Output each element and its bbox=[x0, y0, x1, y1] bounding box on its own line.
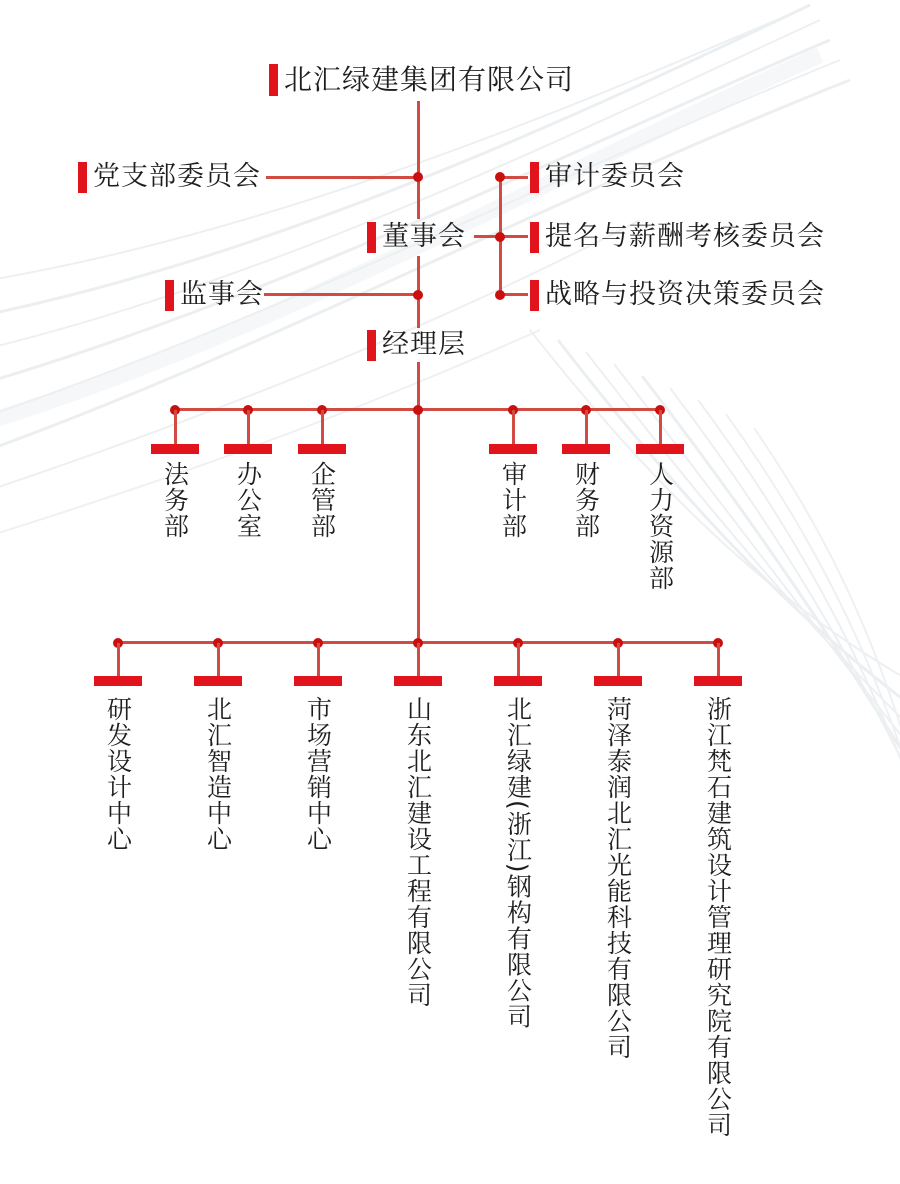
junction-dot bbox=[413, 172, 423, 182]
department-bar bbox=[298, 444, 346, 454]
department-stub bbox=[321, 410, 324, 444]
subsidiary-bar bbox=[394, 676, 442, 686]
department-bar bbox=[224, 444, 272, 454]
supervisory-board-node bbox=[165, 279, 264, 311]
red-tick-icon bbox=[530, 162, 539, 193]
trunk-line-top bbox=[417, 101, 420, 219]
red-tick-icon bbox=[78, 162, 87, 193]
department-audit: 审计部 bbox=[498, 461, 528, 539]
subsidiary-stub bbox=[417, 643, 420, 676]
party-committee-node bbox=[78, 161, 261, 193]
department-stub bbox=[585, 410, 588, 444]
committee-label: 审计委员会 bbox=[545, 161, 685, 192]
department-bar bbox=[562, 444, 610, 454]
red-tick-icon bbox=[530, 222, 539, 253]
junction-dot bbox=[413, 290, 423, 300]
subsidiary-stub bbox=[617, 643, 620, 676]
subsidiary-rnd-design-center: 研发设计中心 bbox=[103, 696, 133, 852]
subsidiary-stub bbox=[717, 643, 720, 676]
committee-node-nomination bbox=[530, 221, 825, 253]
red-tick-icon bbox=[367, 330, 376, 361]
subsidiary-stub bbox=[217, 643, 220, 676]
subsidiary-bar bbox=[294, 676, 342, 686]
committee-node-strategy bbox=[530, 279, 825, 311]
board-label: 董事会 bbox=[382, 221, 466, 252]
subsidiary-bar bbox=[494, 676, 542, 686]
committee-node-audit bbox=[530, 161, 685, 193]
subsidiary-bar bbox=[94, 676, 142, 686]
subsidiary-bar bbox=[194, 676, 242, 686]
subsidiary-stub bbox=[117, 643, 120, 676]
department-bar bbox=[151, 444, 199, 454]
department-stub bbox=[247, 410, 250, 444]
subsidiary-smart-mfg-center: 北汇智造中心 bbox=[203, 696, 233, 852]
board-node bbox=[367, 221, 466, 253]
subsidiary-marketing-center: 市场营销中心 bbox=[303, 696, 333, 852]
department-office: 办公室 bbox=[233, 461, 263, 539]
department-bar bbox=[489, 444, 537, 454]
department-legal: 法务部 bbox=[160, 461, 190, 539]
red-tick-icon bbox=[269, 64, 278, 96]
subsidiary-stub bbox=[517, 643, 520, 676]
junction-dot bbox=[495, 290, 505, 300]
subsidiary-bar bbox=[594, 676, 642, 686]
red-tick-icon bbox=[530, 280, 539, 311]
red-tick-icon bbox=[367, 222, 376, 253]
party-committee-label: 党支部委员会 bbox=[93, 161, 261, 192]
department-hr: 人力资源部 bbox=[645, 461, 675, 591]
committee-label: 提名与薪酬考核委员会 bbox=[545, 221, 825, 252]
supervisory-connector-line bbox=[264, 293, 418, 296]
department-enterprise-mgmt: 企管部 bbox=[307, 461, 337, 539]
root-company-label: 北汇绿建集团有限公司 bbox=[284, 63, 575, 96]
department-stub bbox=[659, 410, 662, 444]
management-layer-node bbox=[367, 329, 466, 361]
root-company-node bbox=[269, 64, 574, 96]
junction-dot bbox=[495, 232, 505, 242]
supervisory-board-label: 监事会 bbox=[180, 279, 264, 310]
subsidiary-zhejiang-fanshi-institute: 浙江梵石建筑设计管理研究院有限公司 bbox=[703, 696, 733, 1138]
party-connector-line bbox=[266, 176, 418, 179]
subsidiary-shandong-construction: 山东北汇建设工程有限公司 bbox=[403, 696, 433, 1008]
subsidiary-zhejiang-steel: 北汇绿建(浙江)钢构有限公司 bbox=[503, 696, 533, 1030]
junction-dot bbox=[495, 172, 505, 182]
committee-label: 战略与投资决策委员会 bbox=[545, 279, 825, 310]
junction-dot bbox=[413, 405, 423, 415]
red-tick-icon bbox=[165, 280, 174, 311]
management-layer-label: 经理层 bbox=[382, 329, 466, 360]
department-stub bbox=[174, 410, 177, 444]
subsidiary-bar bbox=[694, 676, 742, 686]
department-bar bbox=[636, 444, 684, 454]
subsidiary-stub bbox=[317, 643, 320, 676]
department-stub bbox=[512, 410, 515, 444]
department-finance: 财务部 bbox=[571, 461, 601, 539]
subsidiary-heze-solar: 菏泽泰润北汇光能科技有限公司 bbox=[603, 696, 633, 1060]
